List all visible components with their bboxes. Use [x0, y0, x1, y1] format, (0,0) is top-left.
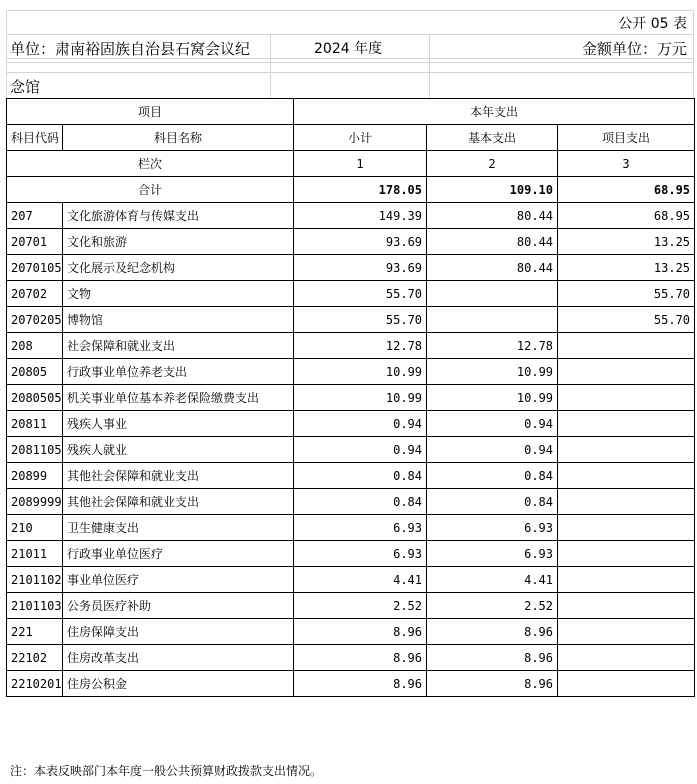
table-row	[7, 307, 695, 333]
total-subtotal: 178.05	[294, 177, 427, 203]
header-subtotal: 小计	[294, 125, 427, 151]
row-project	[558, 385, 695, 411]
total-basic: 109.10	[427, 177, 558, 203]
row-basic	[427, 281, 558, 307]
row-basic: 80.44	[427, 203, 558, 229]
row-basic: 0.84	[427, 489, 558, 515]
row-subtotal: 0.94	[294, 411, 427, 437]
grid-line	[6, 72, 694, 73]
row-basic: 0.84	[427, 463, 558, 489]
table-row	[7, 567, 695, 593]
row-project	[558, 333, 695, 359]
row-code: 2101103	[7, 593, 63, 619]
row-basic: 8.96	[427, 645, 558, 671]
row-code: 2210201	[7, 671, 63, 697]
table-row	[7, 619, 695, 645]
row-code: 2080505	[7, 385, 63, 411]
grid-line	[6, 34, 694, 35]
row-code: 2070105	[7, 255, 63, 281]
form-number: 公开 05 表	[618, 16, 687, 32]
table-row	[7, 463, 695, 489]
row-subtotal: 4.41	[294, 567, 427, 593]
row-code: 20702	[7, 281, 63, 307]
row-name: 其他社会保障和就业支出	[63, 489, 294, 515]
row-project: 55.70	[558, 307, 695, 333]
row-name: 社会保障和就业支出	[63, 333, 294, 359]
row-project	[558, 515, 695, 541]
table-row	[7, 593, 695, 619]
row-name: 文化展示及纪念机构	[63, 255, 294, 281]
unit-label: 单位：肃南裕固族自治县石窝会议纪	[10, 40, 251, 58]
row-name: 公务员医疗补助	[63, 593, 294, 619]
row-name: 住房公积金	[63, 671, 294, 697]
row-project	[558, 619, 695, 645]
row-name: 卫生健康支出	[63, 515, 294, 541]
row-name: 机关事业单位基本养老保险缴费支出	[63, 385, 294, 411]
table-row	[7, 385, 695, 411]
header-item: 项目	[7, 99, 294, 125]
row-subtotal: 2.52	[294, 593, 427, 619]
row-code: 210	[7, 515, 63, 541]
row-basic: 8.96	[427, 671, 558, 697]
row-project	[558, 411, 695, 437]
row-code: 21011	[7, 541, 63, 567]
row-project	[558, 437, 695, 463]
row-name: 住房保障支出	[63, 619, 294, 645]
row-code: 2070205	[7, 307, 63, 333]
total-label: 合计	[7, 177, 294, 203]
row-code: 207	[7, 203, 63, 229]
row-subtotal: 12.78	[294, 333, 427, 359]
row-basic: 80.44	[427, 229, 558, 255]
row-name: 行政事业单位养老支出	[63, 359, 294, 385]
row-project: 13.25	[558, 255, 695, 281]
row-code: 22102	[7, 645, 63, 671]
total-row	[7, 177, 695, 203]
year-label: 2024 年度	[314, 41, 383, 57]
lanci-2: 2	[427, 151, 558, 177]
row-subtotal: 0.94	[294, 437, 427, 463]
row-basic: 2.52	[427, 593, 558, 619]
grid-line	[429, 34, 430, 98]
table-row	[7, 541, 695, 567]
row-subtotal: 8.96	[294, 671, 427, 697]
row-project	[558, 645, 695, 671]
row-project: 68.95	[558, 203, 695, 229]
footnote: 注：本表反映部门本年度一般公共预算财政拨款支出情况。	[10, 764, 323, 778]
row-project	[558, 463, 695, 489]
row-name: 文物	[63, 281, 294, 307]
table-row	[7, 359, 695, 385]
row-project: 55.70	[558, 281, 695, 307]
row-subtotal: 55.70	[294, 281, 427, 307]
row-subtotal: 8.96	[294, 619, 427, 645]
row-subtotal: 93.69	[294, 255, 427, 281]
row-code: 20805	[7, 359, 63, 385]
row-subtotal: 93.69	[294, 229, 427, 255]
row-code: 221	[7, 619, 63, 645]
row-basic	[427, 307, 558, 333]
lanci-1: 1	[294, 151, 427, 177]
total-project: 68.95	[558, 177, 695, 203]
row-basic: 6.93	[427, 541, 558, 567]
row-basic: 10.99	[427, 359, 558, 385]
row-subtotal: 149.39	[294, 203, 427, 229]
header-row-1	[7, 99, 695, 125]
table-row	[7, 671, 695, 697]
row-code: 2081105	[7, 437, 63, 463]
header-code: 科目代码	[7, 125, 63, 151]
money-unit-label: 金额单位：万元	[581, 40, 687, 58]
unit-label-continued: 念馆	[10, 78, 41, 96]
header-name: 科目名称	[63, 125, 294, 151]
header-row-2	[7, 125, 695, 151]
table-row	[7, 203, 695, 229]
lanci-row	[7, 151, 695, 177]
lanci-label: 栏次	[7, 151, 294, 177]
row-basic: 10.99	[427, 385, 558, 411]
grid-line	[270, 34, 271, 98]
row-project	[558, 593, 695, 619]
row-name: 博物馆	[63, 307, 294, 333]
table-row	[7, 515, 695, 541]
row-name: 文化和旅游	[63, 229, 294, 255]
lanci-3: 3	[558, 151, 695, 177]
table-row	[7, 229, 695, 255]
row-project	[558, 567, 695, 593]
grid-line	[6, 10, 694, 11]
row-name: 行政事业单位医疗	[63, 541, 294, 567]
row-basic: 0.94	[427, 411, 558, 437]
row-code: 2089999	[7, 489, 63, 515]
row-code: 208	[7, 333, 63, 359]
row-code: 20899	[7, 463, 63, 489]
row-project	[558, 671, 695, 697]
row-basic: 12.78	[427, 333, 558, 359]
row-project	[558, 541, 695, 567]
row-subtotal: 8.96	[294, 645, 427, 671]
row-project	[558, 489, 695, 515]
row-name: 文化旅游体育与传媒支出	[63, 203, 294, 229]
grid-line	[6, 62, 694, 63]
table-row	[7, 489, 695, 515]
row-basic: 0.94	[427, 437, 558, 463]
row-basic: 4.41	[427, 567, 558, 593]
table-row	[7, 411, 695, 437]
row-project: 13.25	[558, 229, 695, 255]
grid-line	[6, 10, 7, 98]
row-project	[558, 359, 695, 385]
table-row	[7, 333, 695, 359]
row-code: 20701	[7, 229, 63, 255]
row-basic: 80.44	[427, 255, 558, 281]
table-row	[7, 437, 695, 463]
row-subtotal: 10.99	[294, 385, 427, 411]
table-row	[7, 281, 695, 307]
row-basic: 6.93	[427, 515, 558, 541]
grid-line	[693, 10, 694, 98]
row-subtotal: 6.93	[294, 515, 427, 541]
table-row	[7, 255, 695, 281]
header-this-year: 本年支出	[294, 99, 695, 125]
row-code: 20811	[7, 411, 63, 437]
row-name: 残疾人事业	[63, 411, 294, 437]
row-subtotal: 10.99	[294, 359, 427, 385]
row-name: 残疾人就业	[63, 437, 294, 463]
row-code: 2101102	[7, 567, 63, 593]
row-name: 住房改革支出	[63, 645, 294, 671]
row-basic: 8.96	[427, 619, 558, 645]
row-subtotal: 6.93	[294, 541, 427, 567]
row-subtotal: 0.84	[294, 463, 427, 489]
row-name: 事业单位医疗	[63, 567, 294, 593]
table-row	[7, 645, 695, 671]
row-name: 其他社会保障和就业支出	[63, 463, 294, 489]
row-subtotal: 55.70	[294, 307, 427, 333]
row-subtotal: 0.84	[294, 489, 427, 515]
expenditure-table	[6, 98, 695, 697]
header-project: 项目支出	[558, 125, 695, 151]
header-basic: 基本支出	[427, 125, 558, 151]
